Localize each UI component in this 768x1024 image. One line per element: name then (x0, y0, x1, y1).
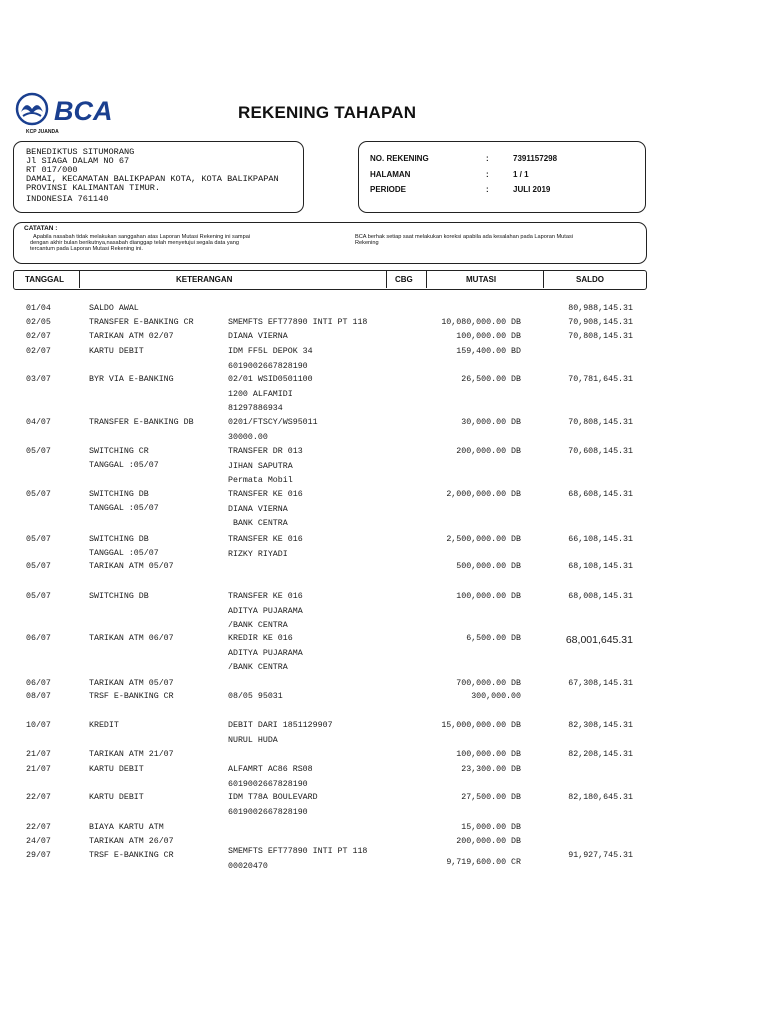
row-detail: ADITYA PUJARAMA (228, 648, 303, 658)
address-line-5: INDONESIA 761140 (26, 194, 109, 204)
row-detail: 6019002667828190 (228, 779, 308, 789)
row-description: TANGGAL :05/07 (89, 461, 159, 470)
row-description: SWITCHING DB (89, 490, 149, 499)
account-number-colon: : (486, 154, 489, 163)
row-detail: 0201/FTSCY/WS95011 (228, 418, 318, 427)
row-description: TANGGAL :05/07 (89, 504, 159, 513)
row-description: TRSF E-BANKING CR (89, 692, 174, 701)
address-line-4: PROVINSI KALIMANTAN TIMUR. (26, 183, 161, 193)
row-balance: 68,008,145.31 (568, 592, 633, 601)
row-description: TARIKAN ATM 02/07 (89, 332, 174, 341)
notes-right-1: BCA berhak setiap saat melakukan koreksi apabila ada kesalahan pada Laporan Mutasi (355, 234, 573, 240)
row-balance: 70,808,145.31 (568, 332, 633, 341)
row-balance: 80,988,145.31 (568, 304, 633, 313)
row-date: 05/07 (26, 592, 51, 601)
row-description: KARTU DEBIT (89, 347, 144, 356)
account-number-value: 7391157298 (513, 154, 558, 163)
row-description: KREDIT (89, 721, 119, 730)
row-balance: 68,108,145.31 (568, 562, 633, 571)
row-detail: 02/01 WSID0501100 (228, 375, 313, 384)
row-date: 24/07 (26, 837, 51, 846)
row-mutation: 500,000.00 DB (456, 562, 521, 571)
row-date: 04/07 (26, 418, 51, 427)
row-detail: 00020470 (228, 861, 268, 871)
row-detail: Permata Mobil (228, 476, 293, 485)
row-description: TARIKAN ATM 05/07 (89, 562, 174, 571)
row-detail: DEBIT DARI 1851129907 (228, 721, 333, 730)
row-description: KARTU DEBIT (89, 765, 144, 774)
row-date: 05/07 (26, 490, 51, 499)
row-detail: TRANSFER DR 013 (228, 447, 303, 456)
row-balance: 82,208,145.31 (568, 750, 633, 759)
row-date: 29/07 (26, 851, 51, 860)
row-description: SWITCHING DB (89, 535, 149, 544)
notes-left-1: Apabila nasabah tidak melakukan sanggahan atas Laporan Mutasi Rekening ini sampai (33, 234, 251, 240)
row-detail: IDM FF5L DEPOK 34 (228, 347, 313, 356)
row-detail: /BANK CENTRA (228, 663, 288, 672)
header-divider (386, 271, 387, 288)
row-detail: 1200 ALFAMIDI (228, 389, 293, 399)
row-date: 02/07 (26, 332, 51, 341)
row-balance: 82,308,145.31 (568, 721, 633, 730)
row-detail: IDM T78A BOULEVARD (228, 793, 318, 802)
row-balance: 70,781,645.31 (568, 375, 633, 384)
row-description: TRSF E-BANKING CR (89, 851, 174, 860)
row-description: KARTU DEBIT (89, 793, 144, 802)
row-mutation: 159,400.00 BD (456, 347, 521, 356)
col-header-date: TANGGAL (25, 275, 64, 284)
row-date: 21/07 (26, 765, 51, 774)
table-header (13, 270, 647, 290)
period-colon: : (486, 185, 489, 194)
row-date: 08/07 (26, 692, 51, 701)
row-balance: 66,108,145.31 (568, 535, 633, 544)
row-date: 05/07 (26, 562, 51, 571)
notes-left-3: tercantum pada Laporan Mutasi Rekening ini. (30, 246, 143, 252)
row-mutation: 9,719,600.00 CR (446, 858, 521, 867)
row-mutation: 27,500.00 DB (461, 793, 521, 802)
row-balance: 91,927,745.31 (568, 851, 633, 860)
row-detail: ALFAMRT AC86 RS08 (228, 765, 313, 774)
row-detail: 81297886934 (228, 404, 283, 413)
row-detail: TRANSFER KE 016 (228, 490, 303, 499)
address-line-1: Jl SIAGA DALAM NO 67 (26, 156, 130, 166)
header-divider (543, 271, 544, 288)
row-balance: 68,001,645.31 (565, 634, 633, 646)
row-balance: 70,908,145.31 (568, 318, 633, 327)
row-mutation: 100,000.00 DB (456, 332, 521, 341)
row-detail: SMEMFTS EFT77890 INTI PT 118 (228, 847, 368, 856)
row-detail: TRANSFER KE 016 (228, 535, 303, 544)
row-balance: 68,608,145.31 (568, 490, 633, 499)
row-detail: BANK CENTRA (228, 519, 288, 528)
row-mutation: 6,500.00 DB (466, 634, 521, 643)
row-mutation: 200,000.00 DB (456, 447, 521, 456)
row-mutation: 2,000,000.00 DB (446, 490, 521, 499)
row-balance: 70,608,145.31 (568, 447, 633, 456)
period-label: PERIODE (370, 185, 407, 194)
row-mutation: 700,000.00 DB (456, 679, 521, 688)
row-description: BIAYA KARTU ATM (89, 823, 164, 832)
page-title: REKENING TAHAPAN (238, 103, 417, 122)
row-date: 06/07 (26, 679, 51, 688)
notes-label: CATATAN : (24, 225, 58, 232)
row-balance: 67,308,145.31 (568, 679, 633, 688)
row-description: TARIKAN ATM 05/07 (89, 679, 174, 688)
notes-left-2: dengan akhir bulan berikutnya,nasabah dianggap telah menyetujui segala data yang (30, 240, 239, 246)
col-header-mutation: MUTASI (466, 275, 497, 284)
row-mutation: 100,000.00 DB (456, 592, 521, 601)
bca-logo (14, 92, 134, 126)
header-divider (79, 271, 80, 288)
row-date: 05/07 (26, 447, 51, 456)
row-mutation: 30,000.00 DB (461, 418, 521, 427)
row-mutation: 15,000.00 DB (461, 823, 521, 832)
row-detail: DIANA VIERNA (228, 332, 288, 341)
col-header-cbg: CBG (395, 275, 413, 284)
customer-name: BENEDIKTUS SITUMORANG (26, 147, 135, 157)
row-detail: KREDIR KE 016 (228, 634, 293, 643)
row-mutation: 23,300.00 DB (461, 765, 521, 774)
row-description: TARIKAN ATM 06/07 (89, 634, 174, 643)
row-description: BYR VIA E-BANKING (89, 375, 174, 384)
page-value: 1 / 1 (513, 170, 529, 179)
row-date: 02/05 (26, 318, 51, 327)
row-detail: ADITYA PUJARAMA (228, 606, 303, 616)
row-description: SWITCHING CR (89, 447, 149, 456)
row-mutation: 200,000.00 DB (456, 837, 521, 846)
row-mutation: 300,000.00 (471, 692, 521, 701)
row-date: 03/07 (26, 375, 51, 384)
row-description: TRANSFER E-BANKING CR (89, 318, 194, 327)
page-label: HALAMAN (370, 170, 411, 179)
row-detail: NURUL HUDA (228, 735, 278, 745)
row-mutation: 26,500.00 DB (461, 375, 521, 384)
header-divider (426, 271, 427, 288)
row-mutation: 15,000,000.00 DB (441, 721, 521, 730)
address-line-3: DAMAI, KECAMATAN BALIKPAPAN KOTA, KOTA BALIKPAPAN (26, 174, 279, 184)
row-date: 22/07 (26, 823, 51, 832)
notes-right-2: Rekening (355, 240, 379, 246)
row-detail: SMEMFTS EFT77890 INTI PT 118 (228, 318, 368, 327)
row-detail: JIHAN SAPUTRA (228, 461, 293, 471)
row-mutation: 100,000.00 DB (456, 750, 521, 759)
row-mutation: 10,080,000.00 DB (441, 318, 521, 327)
row-description: TANGGAL :05/07 (89, 549, 159, 558)
row-description: SALDO AWAL (89, 304, 139, 313)
address-line-2: RT 017/000 (26, 165, 78, 175)
row-detail: 08/05 95031 (228, 692, 283, 701)
row-detail: RIZKY RIYADI (228, 549, 288, 559)
row-detail: 6019002667828190 (228, 807, 308, 817)
row-mutation: 2,500,000.00 DB (446, 535, 521, 544)
row-description: SWITCHING DB (89, 592, 149, 601)
row-date: 22/07 (26, 793, 51, 802)
row-date: 05/07 (26, 535, 51, 544)
col-header-balance: SALDO (576, 275, 604, 284)
bca-logo-text: BCA (54, 96, 113, 126)
row-date: 02/07 (26, 347, 51, 356)
row-date: 01/04 (26, 304, 51, 313)
row-date: 06/07 (26, 634, 51, 643)
row-description: TARIKAN ATM 26/07 (89, 837, 174, 846)
row-balance: 70,808,145.31 (568, 418, 633, 427)
row-description: TRANSFER E-BANKING DB (89, 418, 194, 427)
col-header-description: KETERANGAN (176, 275, 233, 284)
row-balance: 82,180,645.31 (568, 793, 633, 802)
page-colon: : (486, 170, 489, 179)
row-date: 21/07 (26, 750, 51, 759)
row-detail: TRANSFER KE 016 (228, 592, 303, 601)
row-date: 10/07 (26, 721, 51, 730)
row-detail: DIANA VIERNA (228, 504, 288, 514)
branch-code: KCP JUANDA (26, 129, 59, 135)
account-number-label: NO. REKENING (370, 154, 429, 163)
row-description: TARIKAN ATM 21/07 (89, 750, 174, 759)
row-detail: 6019002667828190 (228, 361, 308, 371)
row-detail: 30000.00 (228, 432, 268, 442)
row-detail: /BANK CENTRA (228, 621, 288, 630)
period-value: JULI 2019 (513, 185, 551, 194)
